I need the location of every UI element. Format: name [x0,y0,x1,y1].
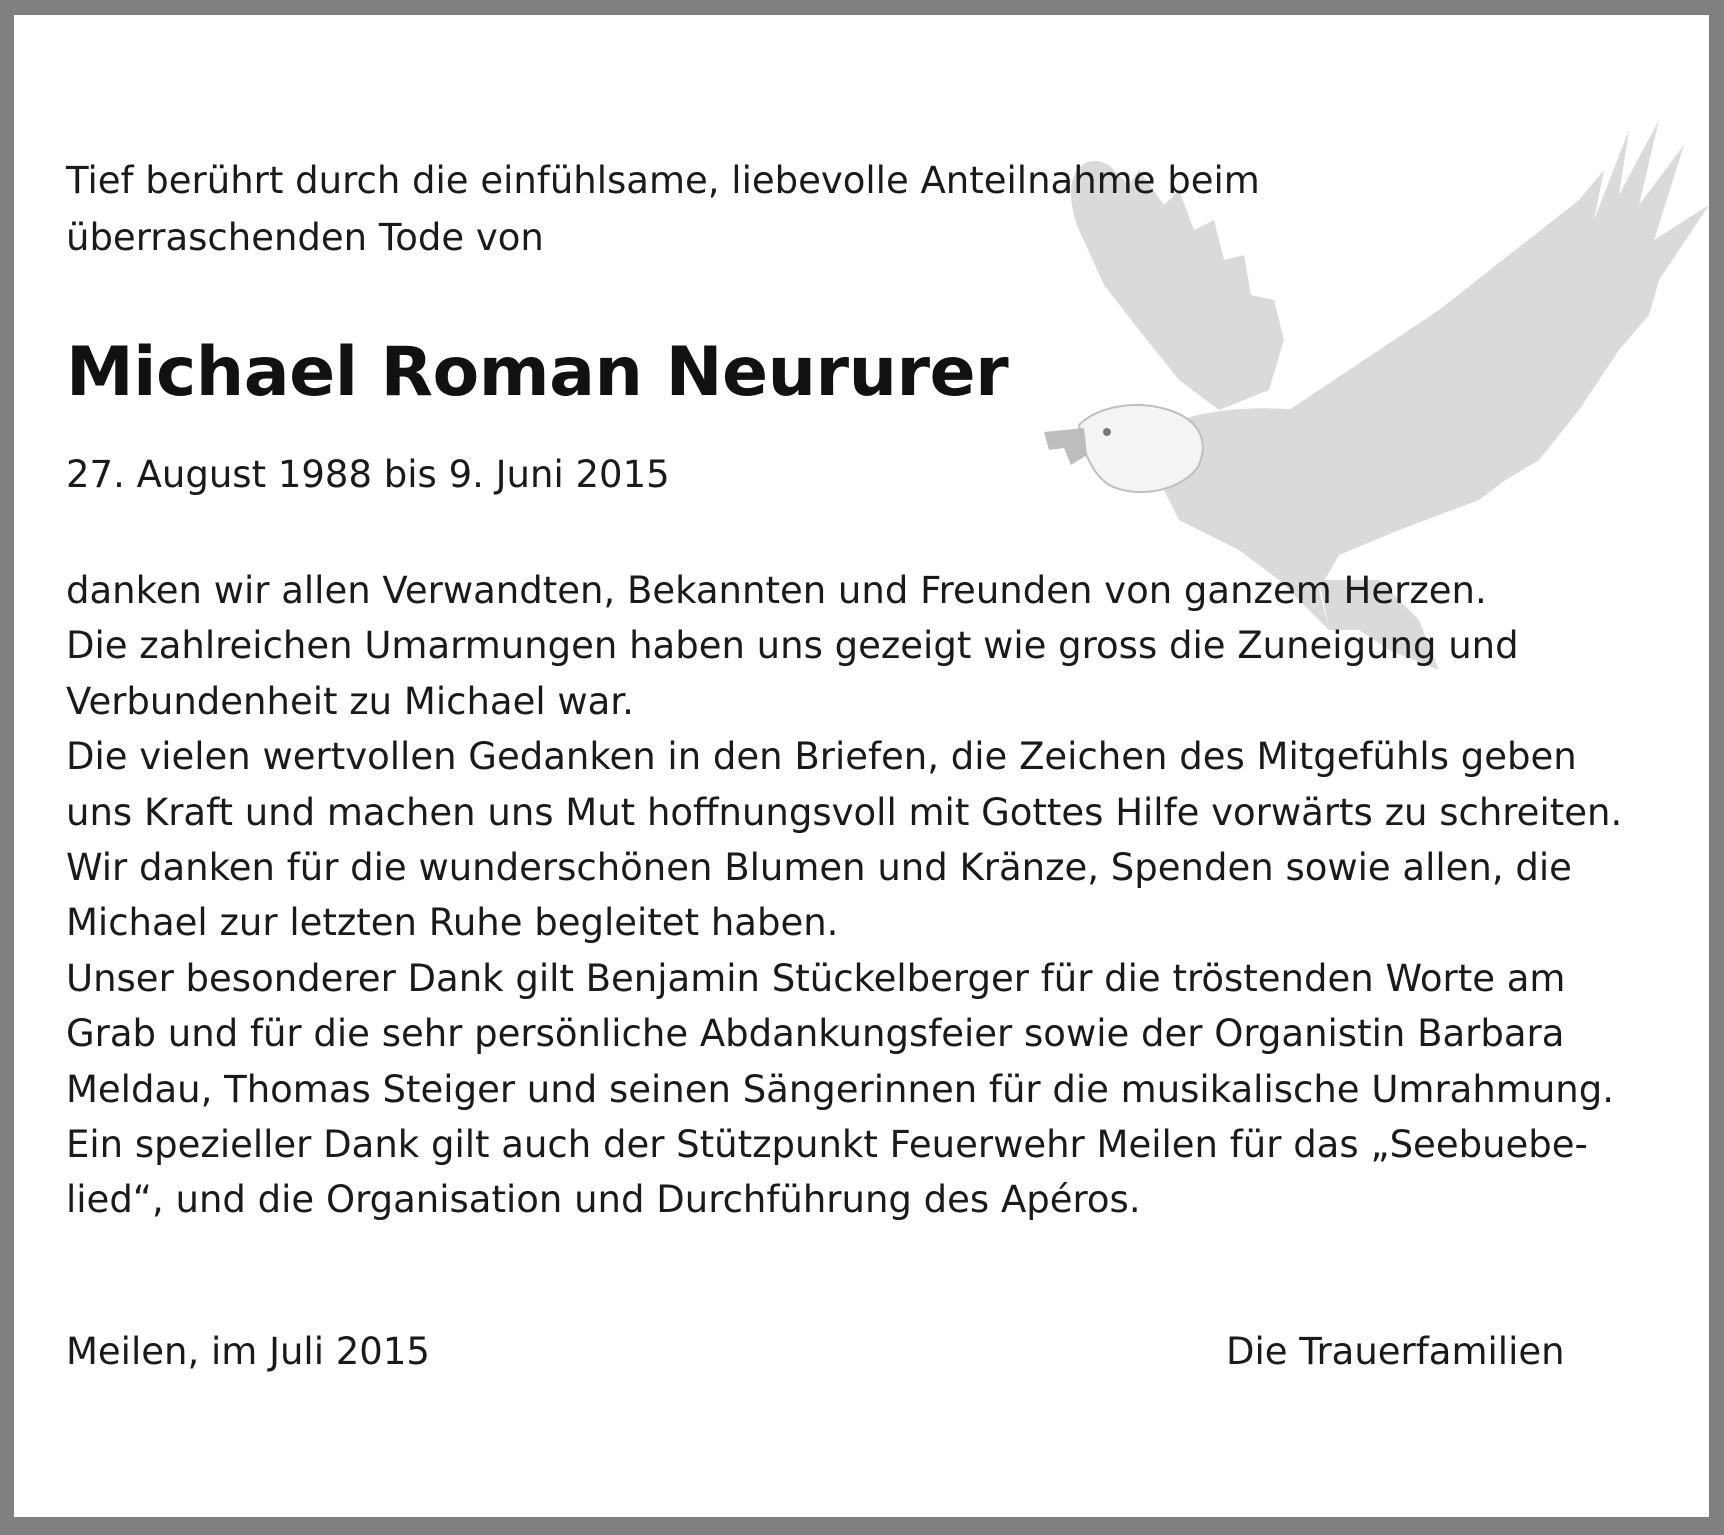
text-line: Ein spezieller Dank gilt auch der Stützpunkt Feuerwehr Meilen für das „Seebuebe- [66,1123,1588,1167]
intro-text [66,152,1260,266]
text-line: Grab und für die sehr persönliche Abdankungsfeier sowie der Organistin Barbara [66,1012,1565,1056]
text-line: Michael zur letzten Ruhe begleitet haben. [66,901,839,945]
intro-line: überraschenden Tode von [66,216,544,259]
text-line: danken wir allen Verwandten, Bekannten und Freunden von ganzem Herzen. [66,569,1487,612]
thanks-text [66,563,1622,1228]
obituary-notice [14,15,1709,1517]
signature: Die Trauerfamilien [1226,1330,1565,1373]
text-line: Die zahlreichen Umarmungen haben uns gezeigt wie gross die Zuneigung und [66,624,1519,668]
deceased-name: Michael Roman Neururer [66,333,1009,412]
text-line: Die vielen wertvollen Gedanken in den Briefen, die Zeichen des Mitgefühls geben [66,735,1577,779]
text-line: Meldau, Thomas Steiger und seinen Sängerinnen für die musikalische Umrahmung. [66,1067,1614,1111]
text-line: Wir danken für die wunderschönen Blumen und Kränze, Spenden sowie allen, die [66,846,1572,890]
intro-line: Tief berührt durch die einfühlsame, liebevolle Anteilnahme beim [66,159,1260,202]
text-line: Unser besonderer Dank gilt Benjamin Stückelberger für die tröstenden Worte am [66,956,1566,1000]
text-line: uns Kraft und machen uns Mut hoffnungsvoll mit Gottes Hilfe vorwärts zu schreiten. [66,790,1623,834]
life-dates: 27. August 1988 bis 9. Juni 2015 [66,453,670,496]
place-date: Meilen, im Juli 2015 [66,1330,430,1373]
text-line: lied“, und die Organisation und Durchführung des Apéros. [66,1178,1141,1222]
text-line: Verbundenheit zu Michael war. [66,679,634,723]
